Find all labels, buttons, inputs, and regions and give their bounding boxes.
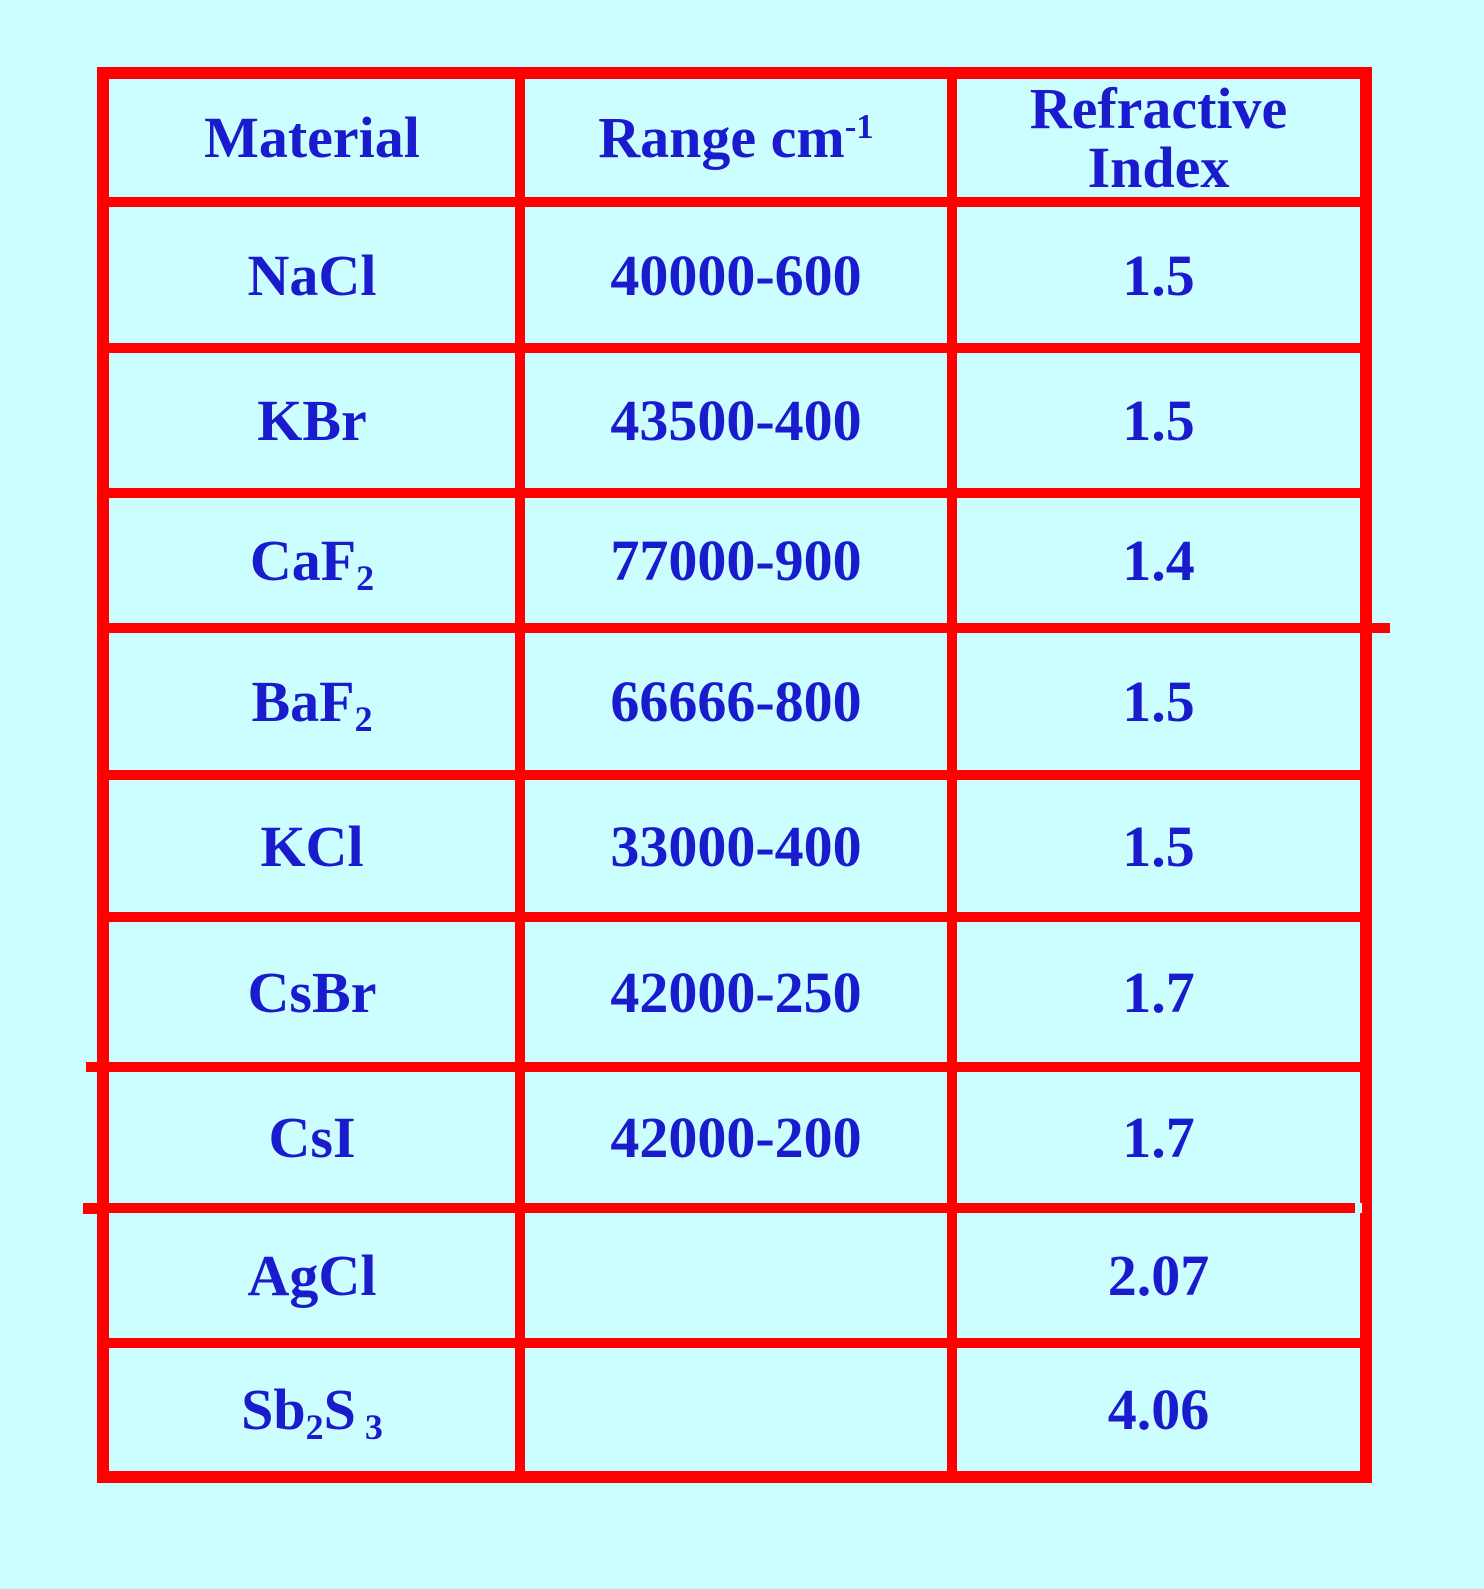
material-cell	[109, 498, 515, 623]
refractive-index-cell	[957, 780, 1360, 912]
border-gap-notch	[1355, 1203, 1362, 1213]
refractive-index-value: 1.7	[1122, 959, 1195, 1025]
range-cell	[525, 633, 947, 770]
border-overshoot-tick	[1372, 623, 1390, 633]
material-cell	[109, 1348, 515, 1471]
range-cell	[525, 1348, 947, 1471]
material-cell	[109, 207, 515, 343]
refractive-index-value: 2.07	[1107, 1243, 1210, 1308]
material-value: CsI	[268, 1105, 356, 1170]
refractive-index-value: 1.7	[1122, 1105, 1195, 1170]
refractive-index-value: 1.5	[1122, 669, 1195, 734]
material-cell	[109, 922, 515, 1062]
material-value: KCl	[260, 813, 364, 879]
range-header-label: Range $cm^{-1}$	[598, 105, 874, 171]
material-cell	[109, 633, 515, 770]
materials-table	[97, 67, 1372, 1483]
range-value: 66666-800	[610, 669, 862, 734]
refractive-index-header-label: Refractive Index	[1029, 75, 1288, 200]
range-value: 40000-600	[610, 242, 862, 308]
refractive-index-cell	[957, 1348, 1360, 1471]
refractive-index-cell	[957, 1072, 1360, 1203]
range-value: 33000-400	[610, 813, 862, 879]
material-value: CaF2	[249, 528, 375, 599]
refractive-index-value: 1.5	[1122, 242, 1195, 308]
refractive-index-header-cell	[957, 75, 1360, 200]
range-cell	[525, 780, 947, 912]
range-value: 42000-200	[610, 1105, 862, 1170]
material-value: KBr	[257, 388, 367, 453]
refractive-index-value: 1.5	[1122, 388, 1195, 453]
refractive-index-cell	[957, 498, 1360, 623]
material-header-label: Material	[204, 105, 420, 171]
material-cell	[109, 353, 515, 488]
material-value: AgCl	[247, 1243, 377, 1308]
refractive-index-value: 1.5	[1122, 813, 1195, 879]
refractive-index-value: 1.4	[1122, 528, 1195, 593]
range-cell	[525, 922, 947, 1062]
refractive-index-cell	[957, 1213, 1360, 1338]
range-value: 43500-400	[610, 388, 862, 453]
range-cell	[525, 1072, 947, 1203]
range-header-cell	[525, 79, 947, 197]
refractive-index-cell	[957, 922, 1360, 1062]
material-value: BaF2	[251, 669, 373, 740]
range-value: 77000-900	[610, 528, 862, 593]
border-overshoot-tick	[86, 1062, 98, 1072]
material-value: NaCl	[247, 242, 377, 308]
refractive-index-cell	[957, 353, 1360, 488]
border-overshoot-tick	[83, 1203, 98, 1214]
material-value: CsBr	[247, 959, 377, 1025]
material-cell	[109, 1072, 515, 1203]
range-cell	[525, 1213, 947, 1338]
refractive-index-value: 4.06	[1107, 1377, 1210, 1442]
refractive-index-cell	[957, 633, 1360, 770]
range-cell	[525, 353, 947, 488]
material-value: Sb2S 3	[241, 1377, 383, 1448]
material-cell	[109, 780, 515, 912]
range-cell	[525, 498, 947, 623]
material-header-cell	[109, 79, 515, 197]
range-value: 42000-250	[610, 959, 862, 1025]
material-cell	[109, 1213, 515, 1338]
refractive-index-cell	[957, 207, 1360, 343]
range-cell	[525, 207, 947, 343]
